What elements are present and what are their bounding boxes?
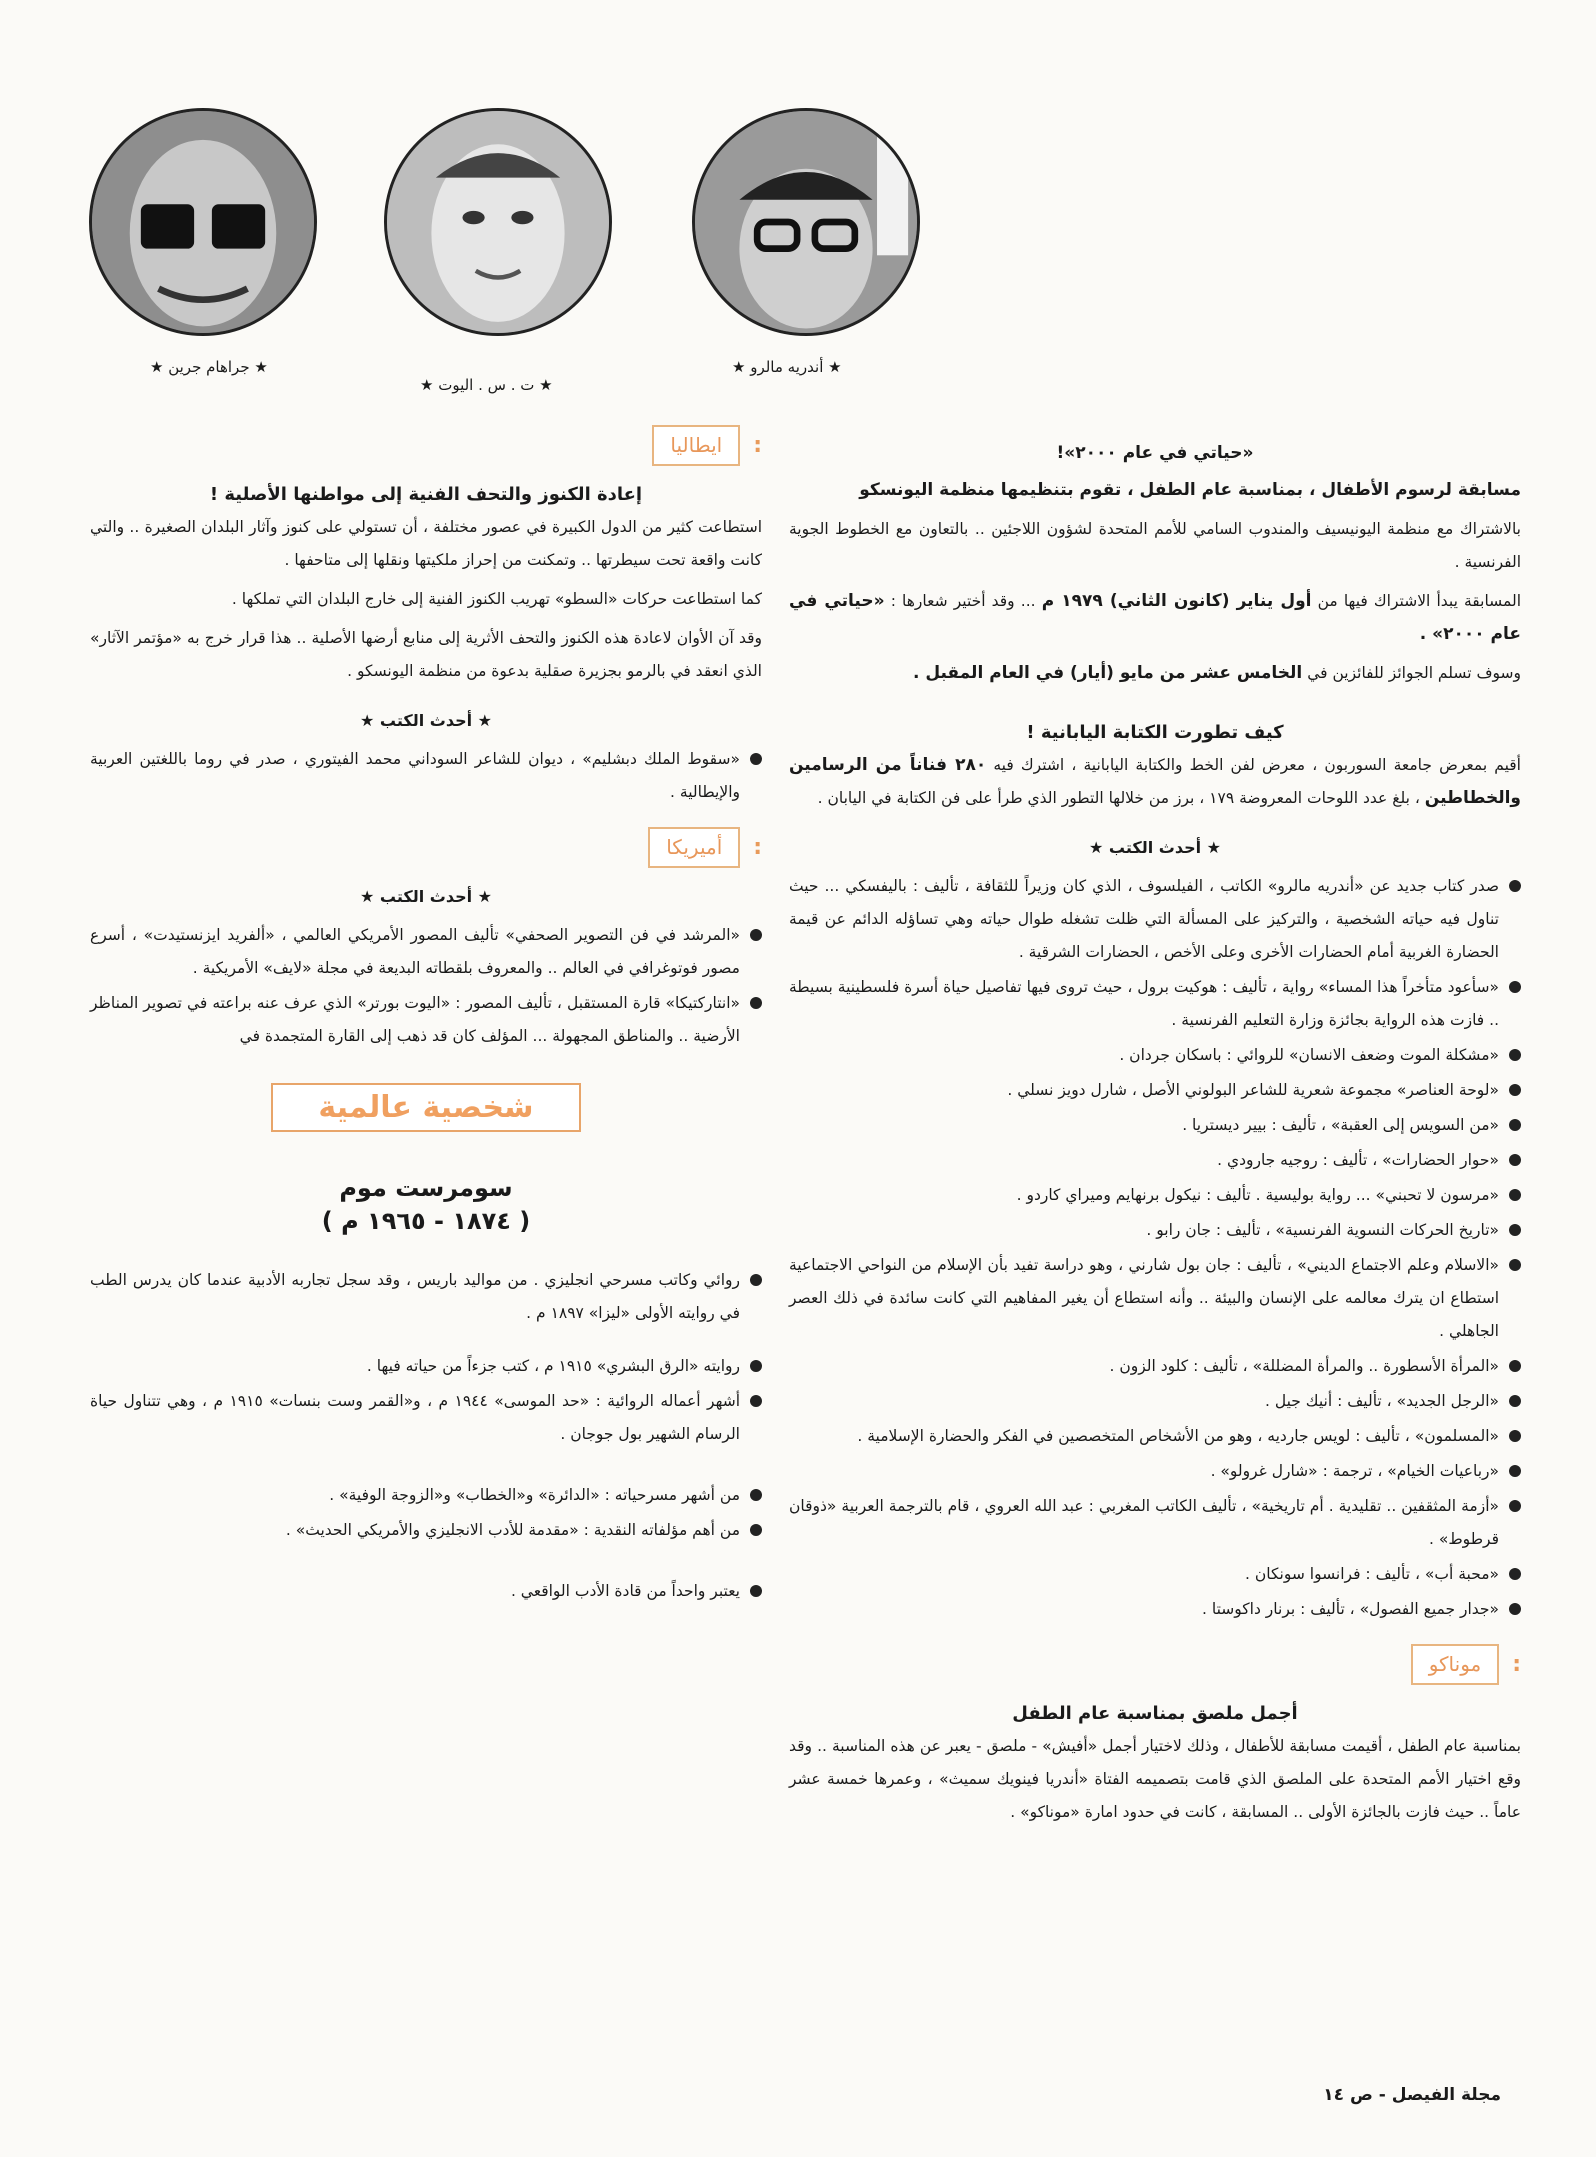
list-item-text: يعتبر واحداً من قادة الأدب الواقعي .: [510, 1582, 740, 1600]
treasures-paragraph-3: وقد آن الأوان لاعادة هذه الكنوز والتحف الأثرية إلى منابع أرضها الأصلية .. هذا قرار خرج به «مؤتمر الآثار» الذي انعقد في بالرمو بجزيرة صقلية بدعوة من منظمة اليونسكو .: [90, 629, 762, 680]
japanese-p-b: ٢٨٠ فناناً من الرسامين والخطاطين: [789, 755, 1521, 808]
contest-p2-d: «حياتي في عام ٢٠٠٠» .: [789, 591, 1521, 644]
bullet-icon: [1509, 1465, 1521, 1477]
latest-books-heading: ★ أحدث الكتب ★: [1089, 838, 1221, 857]
list-item: [90, 1385, 762, 1451]
contest-p2-c: ... وقد أختير شعارها :: [890, 592, 1036, 610]
contest-p3-a: وسوف تسلم الجوائز للفائزين في: [1307, 664, 1521, 682]
list-item: [90, 987, 762, 1053]
person-years: ( ١٨٧٤ - ١٩٦٥ م ): [321, 1207, 531, 1235]
list-item-text: «انتاركتيكا» قارة المستقبل ، تأليف المصور : «اليوت بورتر» الذي عرف عنه براعته في تصوير المناظر الأرضية .. والمناطق المجهولة ... المؤلف كان قد ذهب إلى القارة المتجمدة في: [90, 994, 740, 1045]
quote-heading: «حياتي في عام ٢٠٠٠»!: [1056, 443, 1254, 463]
poster-paragraph: بمناسبة عام الطفل ، أقيمت مسابقة للأطفال ، وذلك لاختيار أجمل «أفيش» - ملصق - يعبر عن هذه المناسبة .. وقد وقع اختيار الأمم المتحدة على الملصق الذي قامت بتصميمه الفتاة «أندريا فينويك سميث» ، وعمرها خمسة عشر عاماً .. حيث فازت بالجائزة الأولى .. المسابقة ، كانت في حدود امارة «موناكو» .: [789, 1737, 1521, 1821]
list-item: [789, 971, 1521, 1037]
list-item-text: «المرأة الأسطورة .. والمرأة المضللة» ، تأليف : كلود الزون .: [1109, 1357, 1499, 1375]
italy-books-heading: ★ أحدث الكتب ★: [360, 711, 492, 730]
books-list: [789, 870, 1521, 1626]
list-item-text: «المسلمون» ، تأليف : لويس جارديه ، وهو من الأشخاص المتخصصين في الفكر والحضارة الإسلامية .: [857, 1427, 1499, 1445]
bullet-icon: [1509, 1224, 1521, 1236]
list-item: [789, 1455, 1521, 1488]
contest-title-text: مسابقة لرسوم الأطفال ، بمناسبة عام الطفل ، تقوم بتنظيمها منظمة اليونسكو: [859, 480, 1521, 500]
contest-paragraph-3: [789, 657, 1521, 690]
list-item-text: «الاسلام وعلم الاجتماع الديني» ، تأليف : جان بول شارني ، وهو دراسة تفيد بأن الإسلام من النواحي الاجتماعية استطاع ان يترك معالمه على الإنسان والبيئة .. وأنه استطاع أن يغير المفاهيم التي كانت سائدة في ذلك العصر الجاهلي .: [789, 1256, 1499, 1340]
page-footer: مجلة الفيصل - ص ١٤: [1323, 2085, 1501, 2105]
bullet-icon: [1509, 1500, 1521, 1512]
list-item: [90, 1479, 762, 1512]
contest-p2-a: المسابقة يبدأ الاشتراك فيها من: [1317, 592, 1521, 610]
treasures-heading: إعادة الكنوز والتحف الفنية إلى مواطنها الأصلية !: [209, 484, 643, 505]
bullet-icon: [1509, 1395, 1521, 1407]
list-item-text: «محبة أب» ، تأليف : فرانسوا سونكان .: [1245, 1565, 1499, 1583]
bullet-icon: [750, 1360, 762, 1372]
list-item: [789, 1039, 1521, 1072]
list-item: [789, 1593, 1521, 1626]
bullet-icon: [750, 929, 762, 941]
bullet-icon: [1509, 1154, 1521, 1166]
bullet-icon: [750, 753, 762, 765]
photo-malraux: [692, 108, 920, 336]
contest-title: [789, 474, 1521, 507]
list-item-text: «جدار جميع الفصول» ، تأليف : برنار داكوستا .: [1202, 1600, 1499, 1618]
caption-malraux: ★ أندريه مالرو ★: [732, 358, 842, 376]
list-item: [789, 1144, 1521, 1177]
colon-mark: :: [753, 433, 762, 458]
italy-label: ايطاليا: [652, 425, 740, 466]
list-item-text: «الرجل الجديد» ، تأليف : أنيك جيل .: [1265, 1392, 1499, 1410]
list-item-text: «سقوط الملك دبشليم» ، ديوان للشاعر السوداني محمد الفيتوري ، صدر في روما باللغتين العربية والإيطالية .: [90, 750, 740, 801]
bullet-icon: [1509, 1049, 1521, 1061]
bullet-icon: [1509, 1603, 1521, 1615]
contest-paragraph-1: بالاشتراك مع منظمة اليونيسيف والمندوب السامي للأمم المتحدة لشؤون اللاجئين .. بالتعاون مع الخطوط الجوية الفرنسية .: [789, 520, 1521, 571]
bullet-icon: [1509, 1119, 1521, 1131]
list-item: [789, 1490, 1521, 1556]
list-item-text: أشهر أعماله الروائية : «حد الموسى» ١٩٤٤ م ، و«القمر وست بنسات» ١٩١٥ م ، وهي تتناول حياة الرسام الشهير بول جوجان .: [90, 1392, 741, 1443]
spacer: [90, 1238, 762, 1264]
list-item: [789, 1179, 1521, 1212]
list-item-text: صدر كتاب جديد عن «أندريه مالرو» الكاتب ، الفيلسوف ، الذي كان وزيراً للثقافة ، تأليف : باليفسكي ... حيث تناول فيه حياته الشخصية ، والتركيز على المسألة التي ظلت تشغله طوال حياته وهي تساؤله الدائم عن قيمة الحضارة الغربية أمام الحضارات الأخرى وعلى الأخص ، الحضارات الشرقية .: [789, 877, 1499, 961]
bullet-icon: [750, 1585, 762, 1597]
america-books-heading: ★ أحدث الكتب ★: [360, 887, 492, 906]
photo-greene: [89, 108, 317, 336]
person-name: سومرست موم: [339, 1174, 513, 1202]
portrait-image: [695, 111, 917, 333]
japanese-p-c: ، بلغ عدد اللوحات المعروضة ١٧٩ ، برز من خلالها التطور الذي طرأ على فن الكتابة في اليابان .: [817, 789, 1420, 807]
list-item-text: «مشكلة الموت وضعف الانسان» للروائي : باسكان جردان .: [1119, 1046, 1499, 1064]
right-column: [789, 425, 1521, 1835]
list-item-text: روايته «الرق البشري» ١٩١٥ م ، كتب جزءاً من حياته فيها .: [366, 1357, 740, 1375]
list-item-text: روائي وكاتب مسرحي انجليزي . من مواليد باريس ، وقد سجل تجاربه الأدبية عندما كان يدرس الطب في روايته الأولى «ليزا» ١٨٩٧ م .: [90, 1271, 740, 1322]
bullet-icon: [1509, 1084, 1521, 1096]
list-item-text: «حوار الحضارات» ، تأليف : روجيه جارودي .: [1217, 1151, 1499, 1169]
list-item-text: «مرسون لا تحبني» ... رواية بوليسية . تأليف : نيكول برنهايم وميراي كاردو .: [1016, 1186, 1499, 1204]
list-item-text: «من السويس إلى العقبة» ، تأليف : بيير ديستريا .: [1182, 1116, 1499, 1134]
list-item-text: «لوحة العناصر» مجموعة شعرية للشاعر البولوني الأصل ، شارل دويز نسلي .: [1007, 1081, 1499, 1099]
list-item: [789, 1385, 1521, 1418]
list-item: [789, 1249, 1521, 1348]
contest-p2-b: أول يناير (كانون الثاني) ١٩٧٩ م: [1041, 591, 1312, 611]
bullet-icon: [1509, 1189, 1521, 1201]
japanese-p-a: أقيم بمعرض جامعة السوربون ، معرض لفن الخط والكتابة اليابانية ، اشترك فيه: [993, 756, 1521, 774]
portrait-image: [92, 111, 314, 333]
left-column: [90, 425, 762, 1610]
list-item: [90, 1575, 762, 1608]
bullet-icon: [750, 1395, 762, 1407]
list-item: [90, 1264, 762, 1330]
bullet-icon: [1509, 1360, 1521, 1372]
caption-greene: ★ جراهام جرين ★: [150, 358, 268, 376]
bullet-icon: [1509, 1568, 1521, 1580]
colon-mark: :: [753, 835, 762, 860]
list-item-text: «رباعيات الخيام» ، ترجمة : «شارل غرولو» .: [1210, 1462, 1499, 1480]
bullet-icon: [750, 1524, 762, 1536]
america-section-header: [90, 827, 762, 868]
list-item: [789, 870, 1521, 969]
italy-section-header: [90, 425, 762, 466]
poster-heading: أجمل ملصق بمناسبة عام الطفل: [1012, 1703, 1298, 1724]
list-item-text: من أهم مؤلفاته النقدية : «مقدمة للأدب الانجليزي والأمريكي الحديث» .: [285, 1521, 740, 1539]
list-item-text: «المرشد في فن التصوير الصحفي» تأليف المصور الأمريكي العالمي ، «ألفريد ايزنستيدت» ، أسرع مصور فوتوغرافي في العالم .. والمعروف بلقطاته البديعة في مجلة «لايف» الأمريكية .: [90, 926, 740, 977]
treasures-paragraph-2: كما استطاعت حركات «السطو» تهريب الكنوز الفنية إلى خارج البلدان التي تملكها .: [231, 590, 762, 608]
list-item: [789, 1350, 1521, 1383]
list-item: [789, 1214, 1521, 1247]
bullet-icon: [1509, 981, 1521, 993]
bullet-icon: [1509, 880, 1521, 892]
japanese-heading: كيف تطورت الكتابة اليابانية !: [1026, 722, 1284, 743]
list-item: [90, 1514, 762, 1547]
list-item-text: «سأعود متأخراً هذا المساء» رواية ، تأليف : هوكيت برول ، حيث تروى فيها تفاصيل حياة أسرة فلسطينية بسيطة .. فازت هذه الرواية بجائزة وزارة التعليم الفرنسية .: [789, 978, 1499, 1029]
japanese-paragraph: [789, 749, 1521, 815]
list-item: [789, 1420, 1521, 1453]
photo-eliot: [384, 108, 612, 336]
bullet-icon: [1509, 1259, 1521, 1271]
treasures-paragraph-1: استطاعت كثير من الدول الكبيرة في عصور مختلفة ، أن تستولي على كنوز وآثار البلدان الصغيرة .. والتي كانت واقعة تحت سيطرتها .. وتمكنت من إحراز ملكيتها ونقلها إلى متاحفها .: [90, 518, 762, 569]
monaco-label: موناكو: [1411, 1644, 1500, 1685]
list-item: [90, 1350, 762, 1383]
list-item: [789, 1558, 1521, 1591]
feature-label-box: شخصية عالمية: [271, 1083, 581, 1132]
colon-mark: :: [1512, 1652, 1521, 1677]
contest-p3-b: الخامس عشر من مايو (أيار) في العام المقبل .: [912, 663, 1303, 683]
caption-eliot: ★ ت . س . اليوت ★: [420, 376, 553, 394]
bio-list: [90, 1264, 762, 1608]
list-item: [90, 743, 762, 809]
america-books-list: [90, 919, 762, 1053]
america-label: أميريكا: [648, 827, 740, 868]
list-item: [90, 919, 762, 985]
list-item-text: من أشهر مسرحياته : «الدائرة» و«الخطاب» و«الزوجة الوفية» .: [329, 1486, 740, 1504]
list-item: [789, 1109, 1521, 1142]
bullet-icon: [750, 997, 762, 1009]
list-item: [789, 1074, 1521, 1107]
italy-books-list: [90, 743, 762, 809]
monaco-section-header: [789, 1644, 1521, 1685]
bullet-icon: [750, 1274, 762, 1286]
contest-paragraph-2: [789, 585, 1521, 651]
bullet-icon: [750, 1489, 762, 1501]
bullet-icon: [1509, 1430, 1521, 1442]
list-item-text: «تاريخ الحركات النسوية الفرنسية» ، تأليف : جان رابو .: [1146, 1221, 1499, 1239]
portrait-image: [387, 111, 609, 333]
list-item-text: «أزمة المثقفين .. تقليدية . أم تاريخية» ، تأليف الكاتب المغربي : عبد الله العروي ، قام بالترجمة العربية «ذوقان قرطوط» .: [789, 1497, 1499, 1548]
